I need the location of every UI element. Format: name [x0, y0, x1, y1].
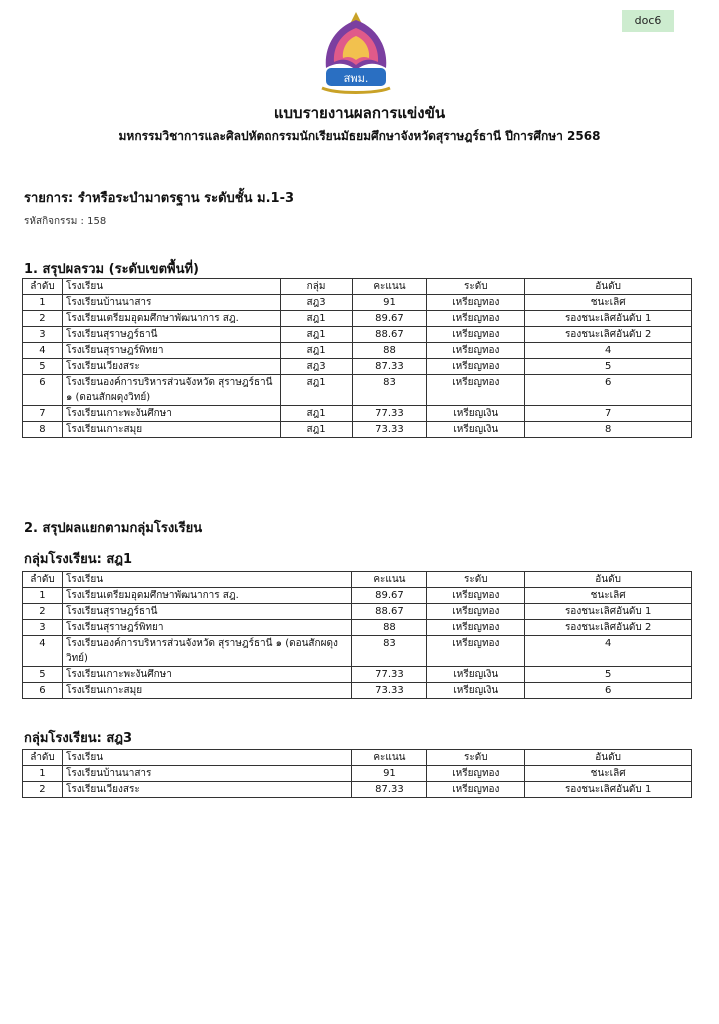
level-cell: เหรียญเงิน — [427, 406, 525, 422]
score-cell: 77.33 — [352, 406, 427, 422]
rank-cell: 3 — [23, 620, 63, 636]
rank-cell: 5 — [23, 359, 63, 375]
competition-item: รายการ: รำหรือระบำมาตรฐาน ระดับชั้น ม.1-3 — [24, 191, 295, 206]
col-score: คะแนน — [352, 279, 427, 295]
group-cell: สฎ1 — [280, 311, 352, 327]
col-rank: ลำดับ — [23, 750, 63, 766]
col-level: ระดับ — [427, 750, 525, 766]
place-cell: 5 — [525, 667, 692, 683]
table-row — [23, 766, 692, 782]
table-row — [23, 636, 692, 667]
table-header-row — [23, 279, 692, 295]
rank-cell: 2 — [23, 311, 63, 327]
rank-cell: 6 — [23, 683, 63, 699]
table-row — [23, 588, 692, 604]
rank-cell: 5 — [23, 667, 63, 683]
level-cell: เหรียญเงิน — [427, 667, 525, 683]
score-cell: 88.67 — [352, 604, 427, 620]
place-cell: รองชนะเลิศอันดับ 2 — [525, 327, 692, 343]
summary-heading: 1. สรุปผลรวม (ระดับเขตพื้นที่) — [24, 262, 199, 277]
group-cell: สฎ1 — [280, 406, 352, 422]
place-cell: รองชนะเลิศอันดับ 1 — [525, 782, 692, 798]
group-cell: สฎ1 — [280, 375, 352, 406]
level-cell: เหรียญทอง — [427, 636, 525, 667]
school-cell: โรงเรียนเวียงสระ — [62, 359, 280, 375]
level-cell: เหรียญทอง — [427, 620, 525, 636]
table-row — [23, 667, 692, 683]
rank-cell: 8 — [23, 422, 63, 438]
table-header-row — [23, 750, 692, 766]
col-place: อันดับ — [525, 572, 692, 588]
score-cell: 87.33 — [352, 359, 427, 375]
table-row — [23, 343, 692, 359]
group-cell: สฎ3 — [280, 359, 352, 375]
score-cell: 88.67 — [352, 327, 427, 343]
rank-cell: 2 — [23, 782, 63, 798]
place-cell: 5 — [525, 359, 692, 375]
col-score: คะแนน — [352, 572, 427, 588]
group-table-sd1 — [22, 571, 692, 699]
place-cell: รองชนะเลิศอันดับ 2 — [525, 620, 692, 636]
rank-cell: 1 — [23, 766, 63, 782]
place-cell: ชนะเลิศ — [525, 588, 692, 604]
score-cell: 91 — [352, 295, 427, 311]
score-cell: 73.33 — [352, 683, 427, 699]
rank-cell: 2 — [23, 604, 63, 620]
place-cell: ชนะเลิศ — [525, 766, 692, 782]
col-rank: ลำดับ — [23, 572, 63, 588]
score-cell: 87.33 — [352, 782, 427, 798]
emblem-logo — [316, 10, 396, 96]
level-cell: เหรียญทอง — [427, 782, 525, 798]
place-cell: 8 — [525, 422, 692, 438]
group-table-sd3 — [22, 749, 692, 798]
col-score: คะแนน — [352, 750, 427, 766]
school-cell: โรงเรียนเวียงสระ — [62, 782, 352, 798]
table-row — [23, 604, 692, 620]
school-cell: โรงเรียนบ้านนาสาร — [62, 295, 280, 311]
score-cell: 89.67 — [352, 311, 427, 327]
rank-cell: 1 — [23, 295, 63, 311]
col-school: โรงเรียน — [62, 279, 280, 295]
level-cell: เหรียญทอง — [427, 311, 525, 327]
group-cell: สฎ3 — [280, 295, 352, 311]
table-header-row — [23, 572, 692, 588]
place-cell: 6 — [525, 375, 692, 406]
school-cell: โรงเรียนเตรียมอุดมศึกษาพัฒนาการ สฎ. — [62, 311, 280, 327]
level-cell: เหรียญทอง — [427, 604, 525, 620]
level-cell: เหรียญทอง — [427, 359, 525, 375]
school-cell: โรงเรียนสุราษฎร์ธานี — [62, 327, 280, 343]
col-group: กลุ่ม — [280, 279, 352, 295]
report-subtitle: มหกรรมวิชาการและศิลปหัตถกรรมนักเรียนมัธยมศึกษาจังหวัดสุราษฎร์ธานี ปีการศึกษา 2568 — [118, 129, 601, 143]
table-row — [23, 406, 692, 422]
score-cell: 89.67 — [352, 588, 427, 604]
col-level: ระดับ — [427, 279, 525, 295]
col-school: โรงเรียน — [62, 750, 352, 766]
table-row — [23, 782, 692, 798]
rank-cell: 3 — [23, 327, 63, 343]
place-cell: รองชนะเลิศอันดับ 1 — [525, 604, 692, 620]
school-cell: โรงเรียนเตรียมอุดมศึกษาพัฒนาการ สฎ. — [62, 588, 352, 604]
col-rank: ลำดับ — [23, 279, 63, 295]
rank-cell: 7 — [23, 406, 63, 422]
score-cell: 88 — [352, 343, 427, 359]
school-cell: โรงเรียนสุราษฎร์พิทยา — [62, 620, 352, 636]
group-cell: สฎ1 — [280, 422, 352, 438]
table-row — [23, 327, 692, 343]
col-place: อันดับ — [525, 279, 692, 295]
place-cell: 4 — [525, 343, 692, 359]
col-school: โรงเรียน — [62, 572, 352, 588]
place-cell: รองชนะเลิศอันดับ 1 — [525, 311, 692, 327]
table-row — [23, 422, 692, 438]
level-cell: เหรียญทอง — [427, 375, 525, 406]
report-title: แบบรายงานผลการแข่งขัน — [273, 104, 446, 122]
group-cell: สฎ1 — [280, 327, 352, 343]
place-cell: 7 — [525, 406, 692, 422]
school-cell: โรงเรียนองค์การบริหารส่วนจังหวัด สุราษฎร์ธานี ๑ (ดอนสักผดุงวิทย์) — [62, 375, 280, 406]
table-row — [23, 375, 692, 406]
school-cell: โรงเรียนเกาะสมุย — [62, 422, 280, 438]
level-cell: เหรียญเงิน — [427, 683, 525, 699]
by-group-heading: 2. สรุปผลแยกตามกลุ่มโรงเรียน — [24, 521, 203, 536]
school-cell: โรงเรียนเกาะสมุย — [62, 683, 352, 699]
school-cell: โรงเรียนสุราษฎร์ธานี — [62, 604, 352, 620]
rank-cell: 4 — [23, 636, 63, 667]
table-row — [23, 311, 692, 327]
activity-code: รหัสกิจกรรม : 158 — [24, 216, 107, 227]
level-cell: เหรียญทอง — [427, 343, 525, 359]
rank-cell: 6 — [23, 375, 63, 406]
score-cell: 83 — [352, 636, 427, 667]
score-cell: 73.33 — [352, 422, 427, 438]
place-cell: 6 — [525, 683, 692, 699]
group-title-sd1: กลุ่มโรงเรียน: สฎ1 — [24, 552, 133, 567]
summary-table — [22, 278, 692, 438]
doc-badge: doc6 — [622, 10, 674, 32]
school-cell: โรงเรียนองค์การบริหารส่วนจังหวัด สุราษฎร์ธานี ๑ (ดอนสักผดุงวิทย์) — [62, 636, 352, 667]
col-place: อันดับ — [525, 750, 692, 766]
col-level: ระดับ — [427, 572, 525, 588]
level-cell: เหรียญทอง — [427, 327, 525, 343]
score-cell: 83 — [352, 375, 427, 406]
table-row — [23, 683, 692, 699]
place-cell: 4 — [525, 636, 692, 667]
svg-text:สพม.: สพม. — [343, 72, 369, 85]
school-cell: โรงเรียนสุราษฎร์พิทยา — [62, 343, 280, 359]
table-row — [23, 359, 692, 375]
score-cell: 88 — [352, 620, 427, 636]
school-cell: โรงเรียนบ้านนาสาร — [62, 766, 352, 782]
place-cell: ชนะเลิศ — [525, 295, 692, 311]
score-cell: 91 — [352, 766, 427, 782]
group-cell: สฎ1 — [280, 343, 352, 359]
table-row — [23, 620, 692, 636]
rank-cell: 4 — [23, 343, 63, 359]
school-cell: โรงเรียนเกาะพะงันศึกษา — [62, 667, 352, 683]
level-cell: เหรียญทอง — [427, 295, 525, 311]
level-cell: เหรียญทอง — [427, 766, 525, 782]
school-cell: โรงเรียนเกาะพะงันศึกษา — [62, 406, 280, 422]
level-cell: เหรียญเงิน — [427, 422, 525, 438]
rank-cell: 1 — [23, 588, 63, 604]
table-row — [23, 295, 692, 311]
group-title-sd3: กลุ่มโรงเรียน: สฎ3 — [24, 731, 133, 746]
level-cell: เหรียญทอง — [427, 588, 525, 604]
score-cell: 77.33 — [352, 667, 427, 683]
